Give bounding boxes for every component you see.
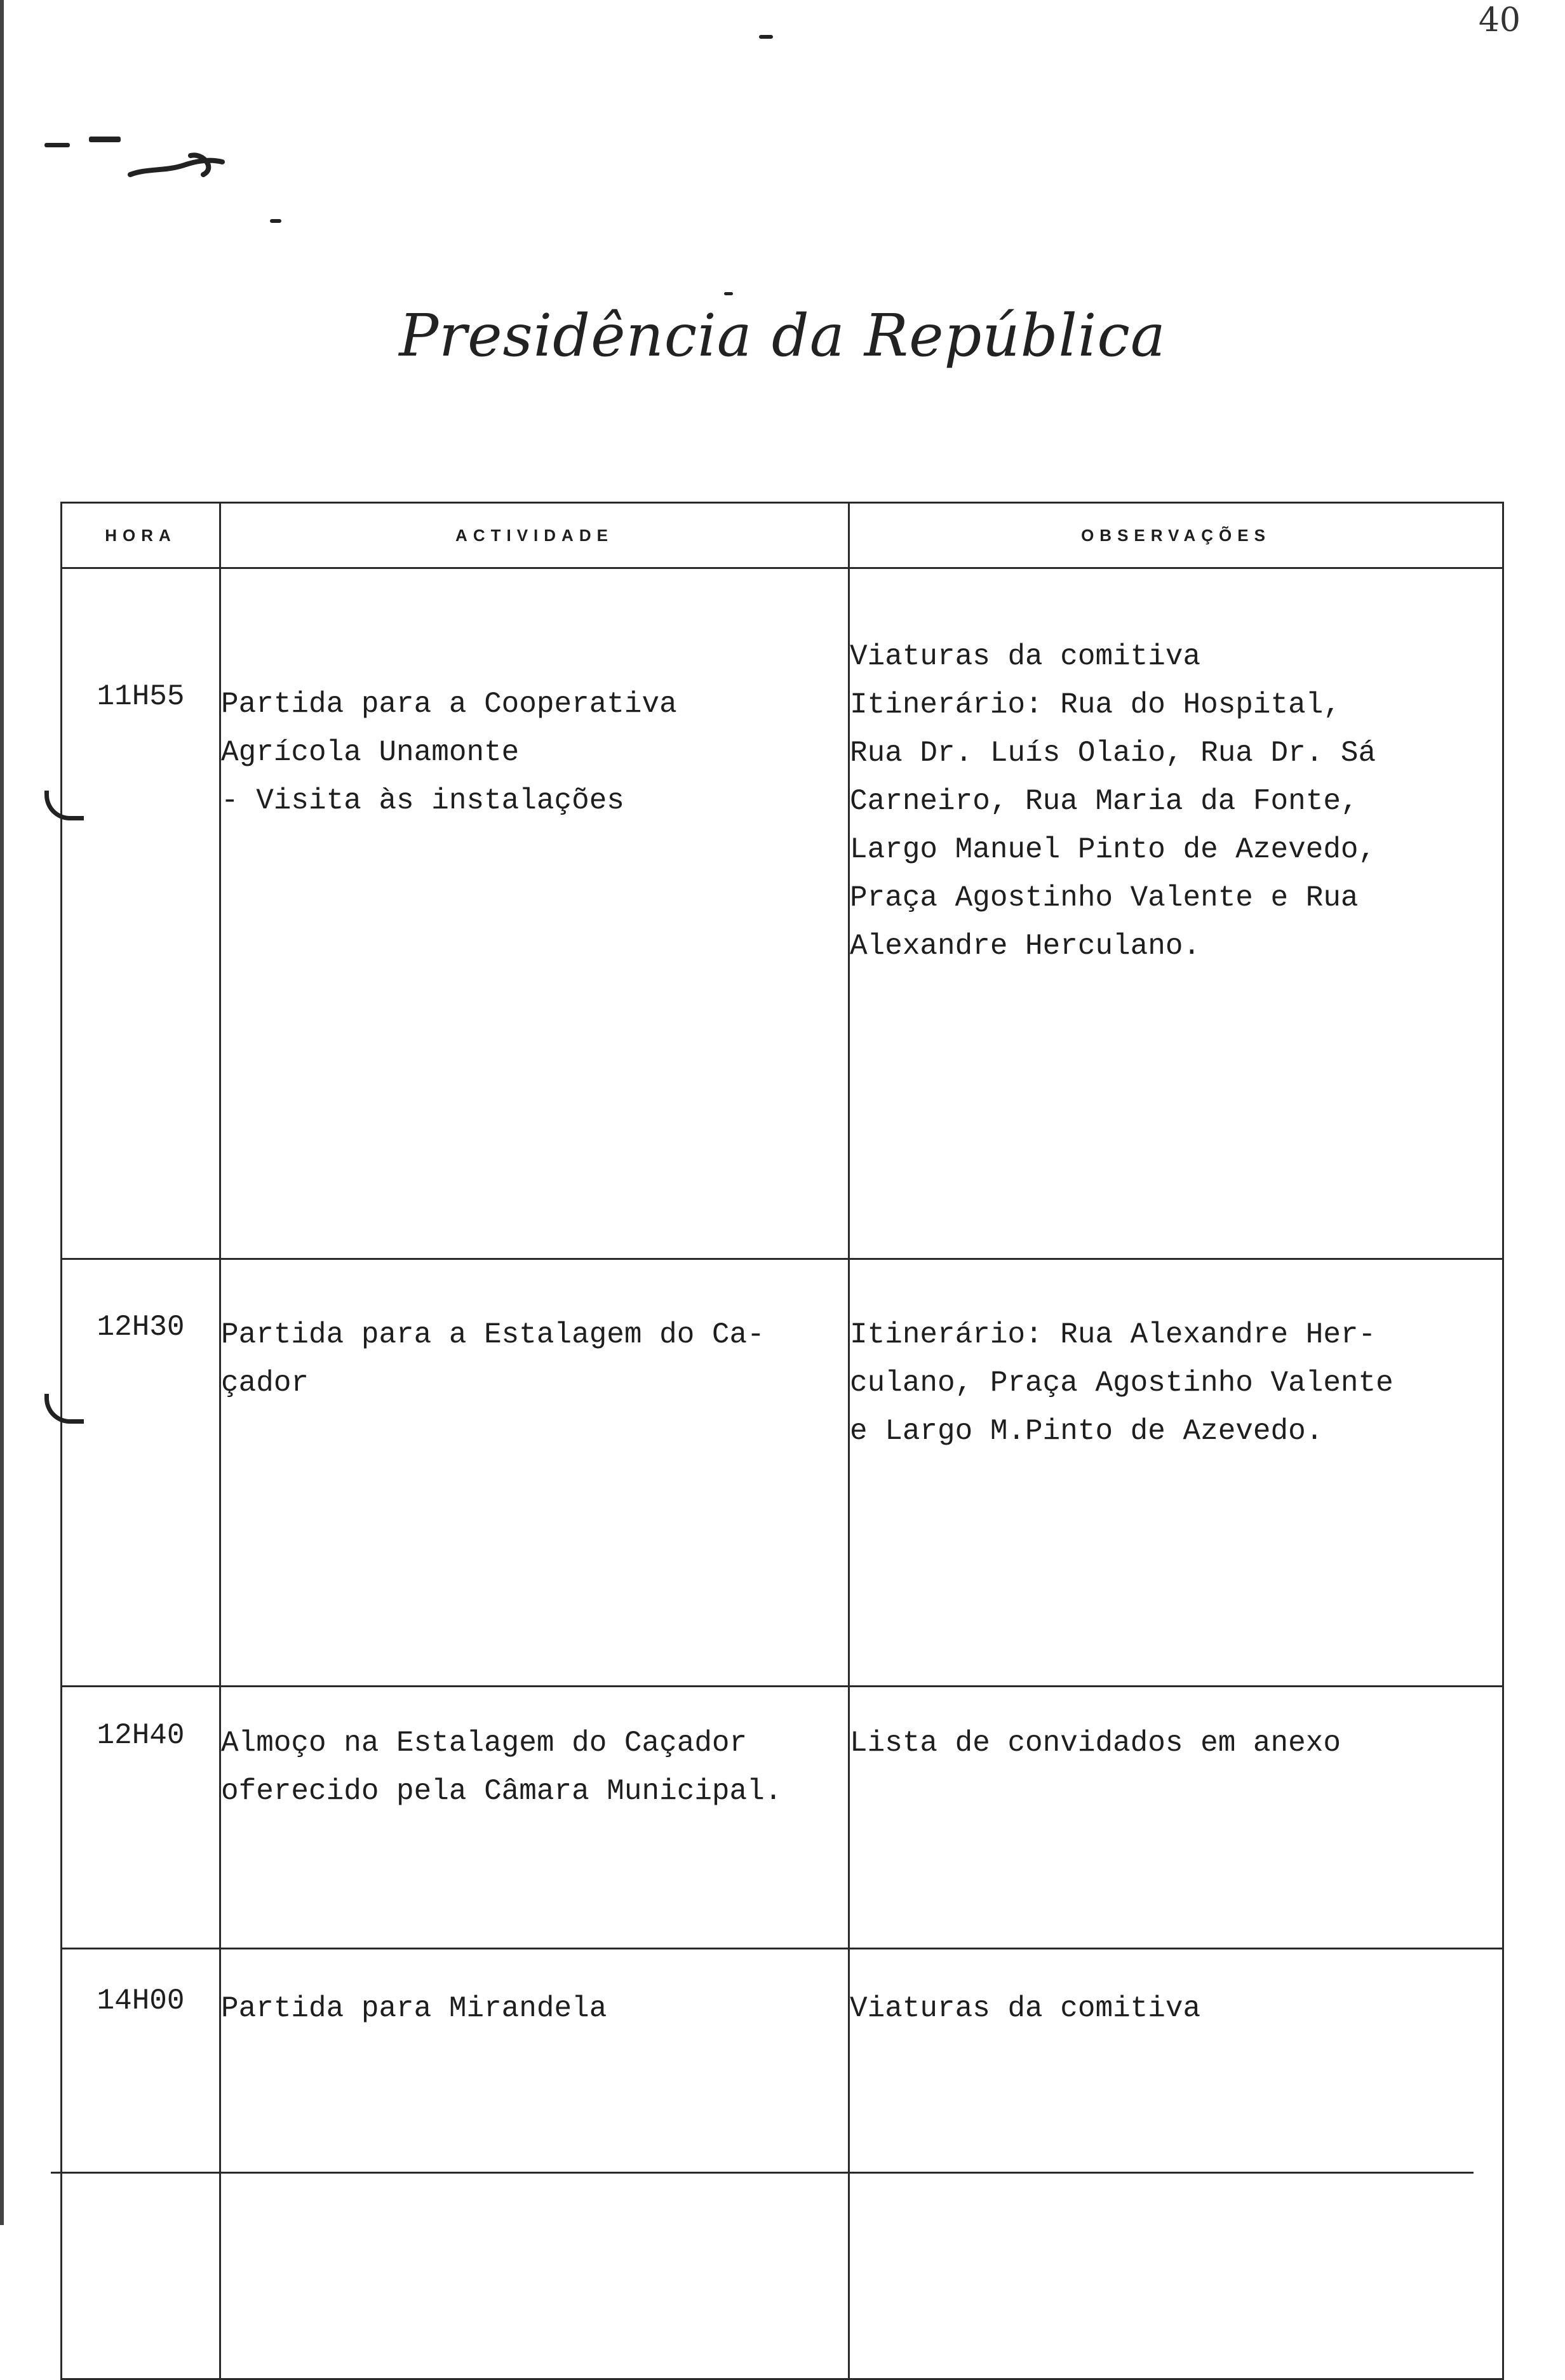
binder-bracket-mark	[44, 791, 84, 820]
time-cell: 12H30	[62, 1259, 220, 1687]
observations-cell: Itinerário: Rua Alexandre Her- culano, Praça Agostinho Valente e Largo M.Pinto de Azevedo.	[849, 1259, 1503, 1687]
binder-bracket-mark	[44, 1394, 84, 1424]
schedule-table	[60, 502, 1504, 2380]
activity-cell: Almoço na Estalagem do Caçador oferecido pela Câmara Municipal.	[220, 1687, 849, 1949]
table-row	[62, 1259, 1503, 1687]
letterhead: Presidência da República	[399, 302, 1166, 370]
observations-cell: Viaturas da comitiva Itinerário: Rua do Hospital, Rua Dr. Luís Olaio, Rua Dr. Sá Carneiro, Rua Maria da Fonte, Largo Manuel Pinto de Azevedo, Praça Agostinho Valente e Rua Alexandre Herculano.	[849, 568, 1503, 1259]
scan-speck	[44, 143, 70, 147]
table-row	[62, 568, 1503, 1259]
activity-cell: Partida para a Cooperativa Agrícola Unamonte - Visita às instalações	[220, 568, 849, 1259]
time-cell: 11H55	[62, 568, 220, 1259]
column-header-actividade: ACTIVIDADE	[220, 503, 849, 568]
bottom-rule	[51, 2172, 1474, 2174]
scan-speck	[89, 137, 121, 142]
scan-speck	[724, 292, 733, 295]
observations-cell: Lista de convidados em anexo	[849, 1687, 1503, 1949]
scan-speck	[270, 219, 281, 223]
table-row	[62, 1949, 1503, 2379]
activity-cell: Partida para a Estalagem do Ca- çador	[220, 1259, 849, 1687]
table-row	[62, 1687, 1503, 1949]
time-cell: 12H40	[62, 1687, 220, 1949]
activity-cell: Partida para Mirandela	[220, 1949, 849, 2379]
observations-cell: Viaturas da comitiva	[849, 1949, 1503, 2379]
scan-speck	[759, 35, 773, 39]
page-number: 40	[1478, 1, 1521, 39]
handwritten-mark	[127, 149, 229, 187]
time-cell: 14H00	[62, 1949, 220, 2379]
column-header-hora: HORA	[62, 503, 220, 568]
column-header-observacoes: OBSERVAÇÕES	[849, 503, 1503, 568]
